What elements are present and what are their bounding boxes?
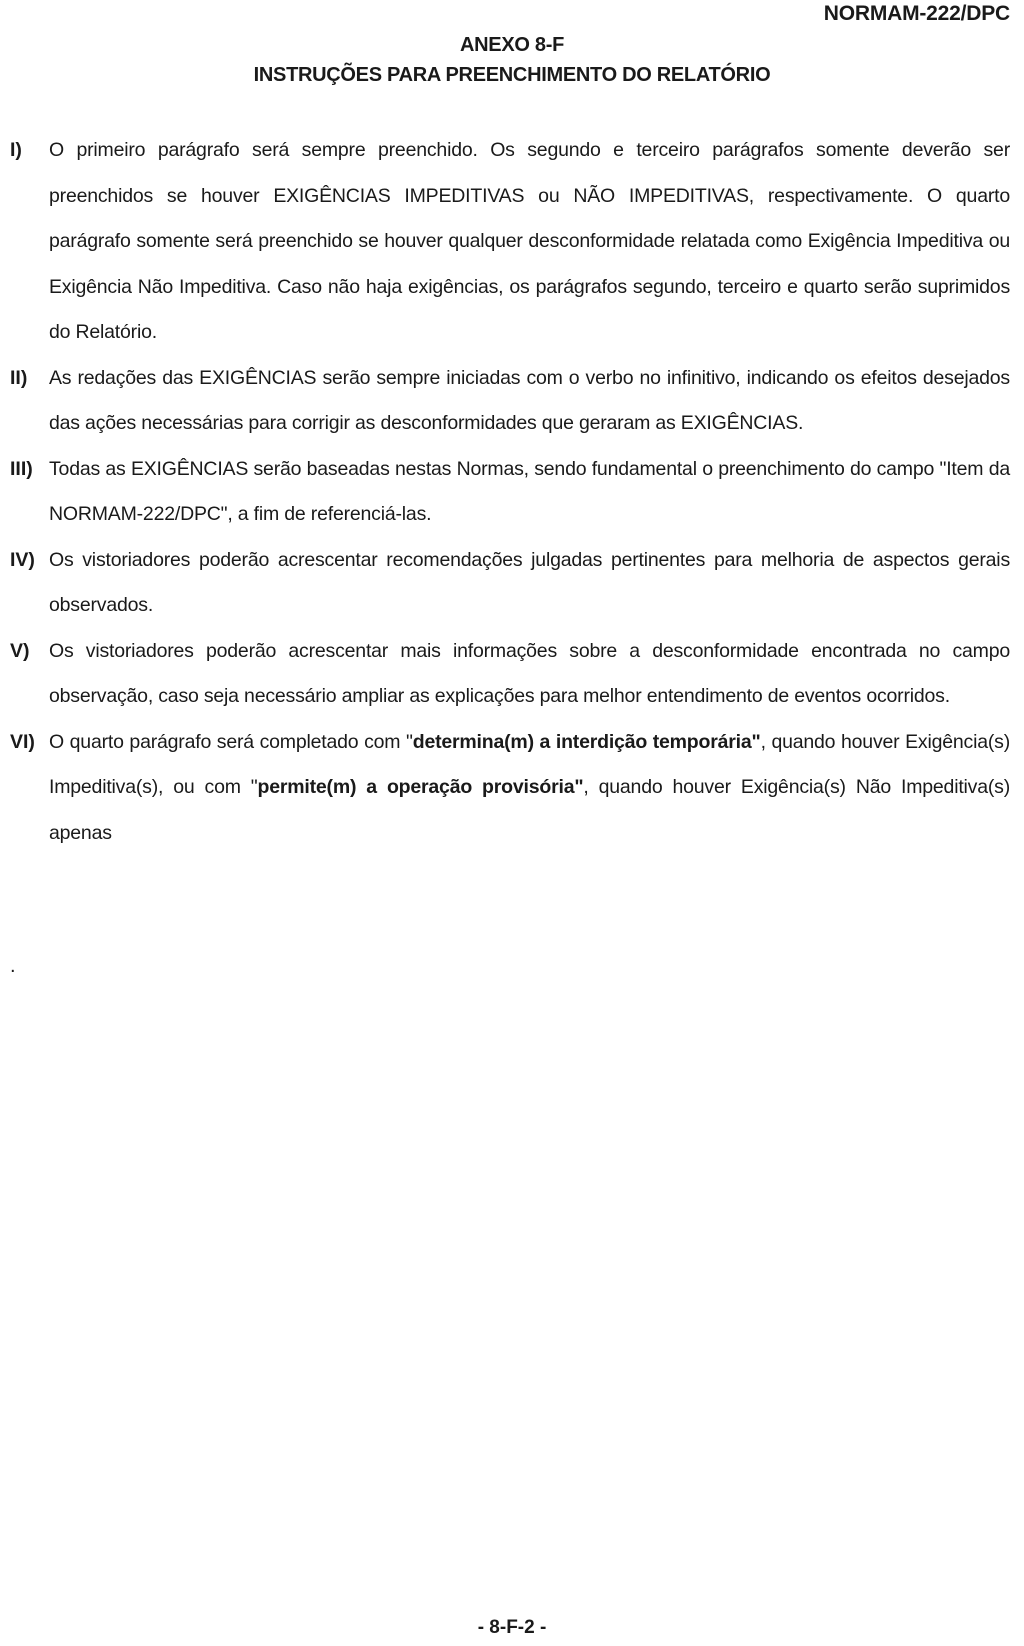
instruction-item-1: [10, 128, 1010, 356]
item-text-emphasis: determina(m) a interdição temporária": [412, 730, 761, 753]
item-text: Os vistoriadores poderão acrescentar recomendações julgadas pertinentes para melhoria de aspectos gerais observados.: [49, 548, 1010, 616]
item-text-part: O quarto parágrafo será completado com ": [49, 730, 413, 753]
instruction-item-4: [10, 538, 1010, 629]
instruction-item-6: [10, 720, 1010, 857]
item-text-part: , quando houver Exigência(s) Não Impeditiva(s) apenas: [49, 776, 1011, 844]
page-number: - 8-F-2 -: [477, 1617, 547, 1638]
stray-dot: .: [10, 955, 16, 977]
instruction-item-5: [10, 629, 1010, 720]
item-marker: IV): [10, 548, 35, 571]
item-text: [49, 720, 1010, 857]
title-block: [0, 30, 1024, 90]
instruction-item-3: [10, 447, 1010, 538]
item-marker: II): [10, 366, 28, 389]
item-text: Os vistoriadores poderão acrescentar mais informações sobre a desconformidade encontrada no campo observação, caso seja necessário ampliar as explicações para melhor entendimento de eventos ocorridos.: [49, 639, 1010, 707]
item-text: Todas as EXIGÊNCIAS serão baseadas nestas Normas, sendo fundamental o preenchimento do campo "Item da NORMAM-222/DPC", a fim de referenciá-las.: [49, 457, 1010, 525]
item-text: O primeiro parágrafo será sempre preenchido. Os segundo e terceiro parágrafos somente deverão ser preenchidos se houver EXIGÊNCIAS IMPEDITIVAS ou NÃO IMPEDITIVAS, respectivamente. O quarto parágrafo somente será preenchido se houver qualquer desconformidade relatada como Exigência Impeditiva ou Exigência Não Impeditiva. Caso não haja exigências, os parágrafos segundo, terceiro e quarto serão suprimidos do Relatório.: [49, 139, 1010, 343]
item-marker: I): [10, 139, 22, 161]
item-marker: VI): [10, 730, 35, 753]
document-code: NORMAM-222/DPC: [823, 2, 1010, 25]
annex-subtitle: INSTRUÇÕES PARA PREENCHIMENTO DO RELATÓRIO: [253, 64, 771, 86]
instruction-list: [10, 128, 1010, 856]
annex-title: ANEXO 8-F: [460, 34, 564, 56]
item-marker: V): [10, 639, 30, 662]
item-text-part: , quando houver Exigência(s) Impeditiva(s), ou com ": [49, 730, 1011, 798]
item-marker: III): [10, 457, 33, 480]
item-text-emphasis: permite(m) a operação provisória": [257, 776, 584, 798]
instruction-item-2: [10, 356, 1010, 447]
item-text: As redações das EXIGÊNCIAS serão sempre iniciadas com o verbo no infinitivo, indicando os efeitos desejados das ações necessárias para corrigir as desconformidades que geraram as EXIGÊNCIAS.: [49, 366, 1010, 434]
